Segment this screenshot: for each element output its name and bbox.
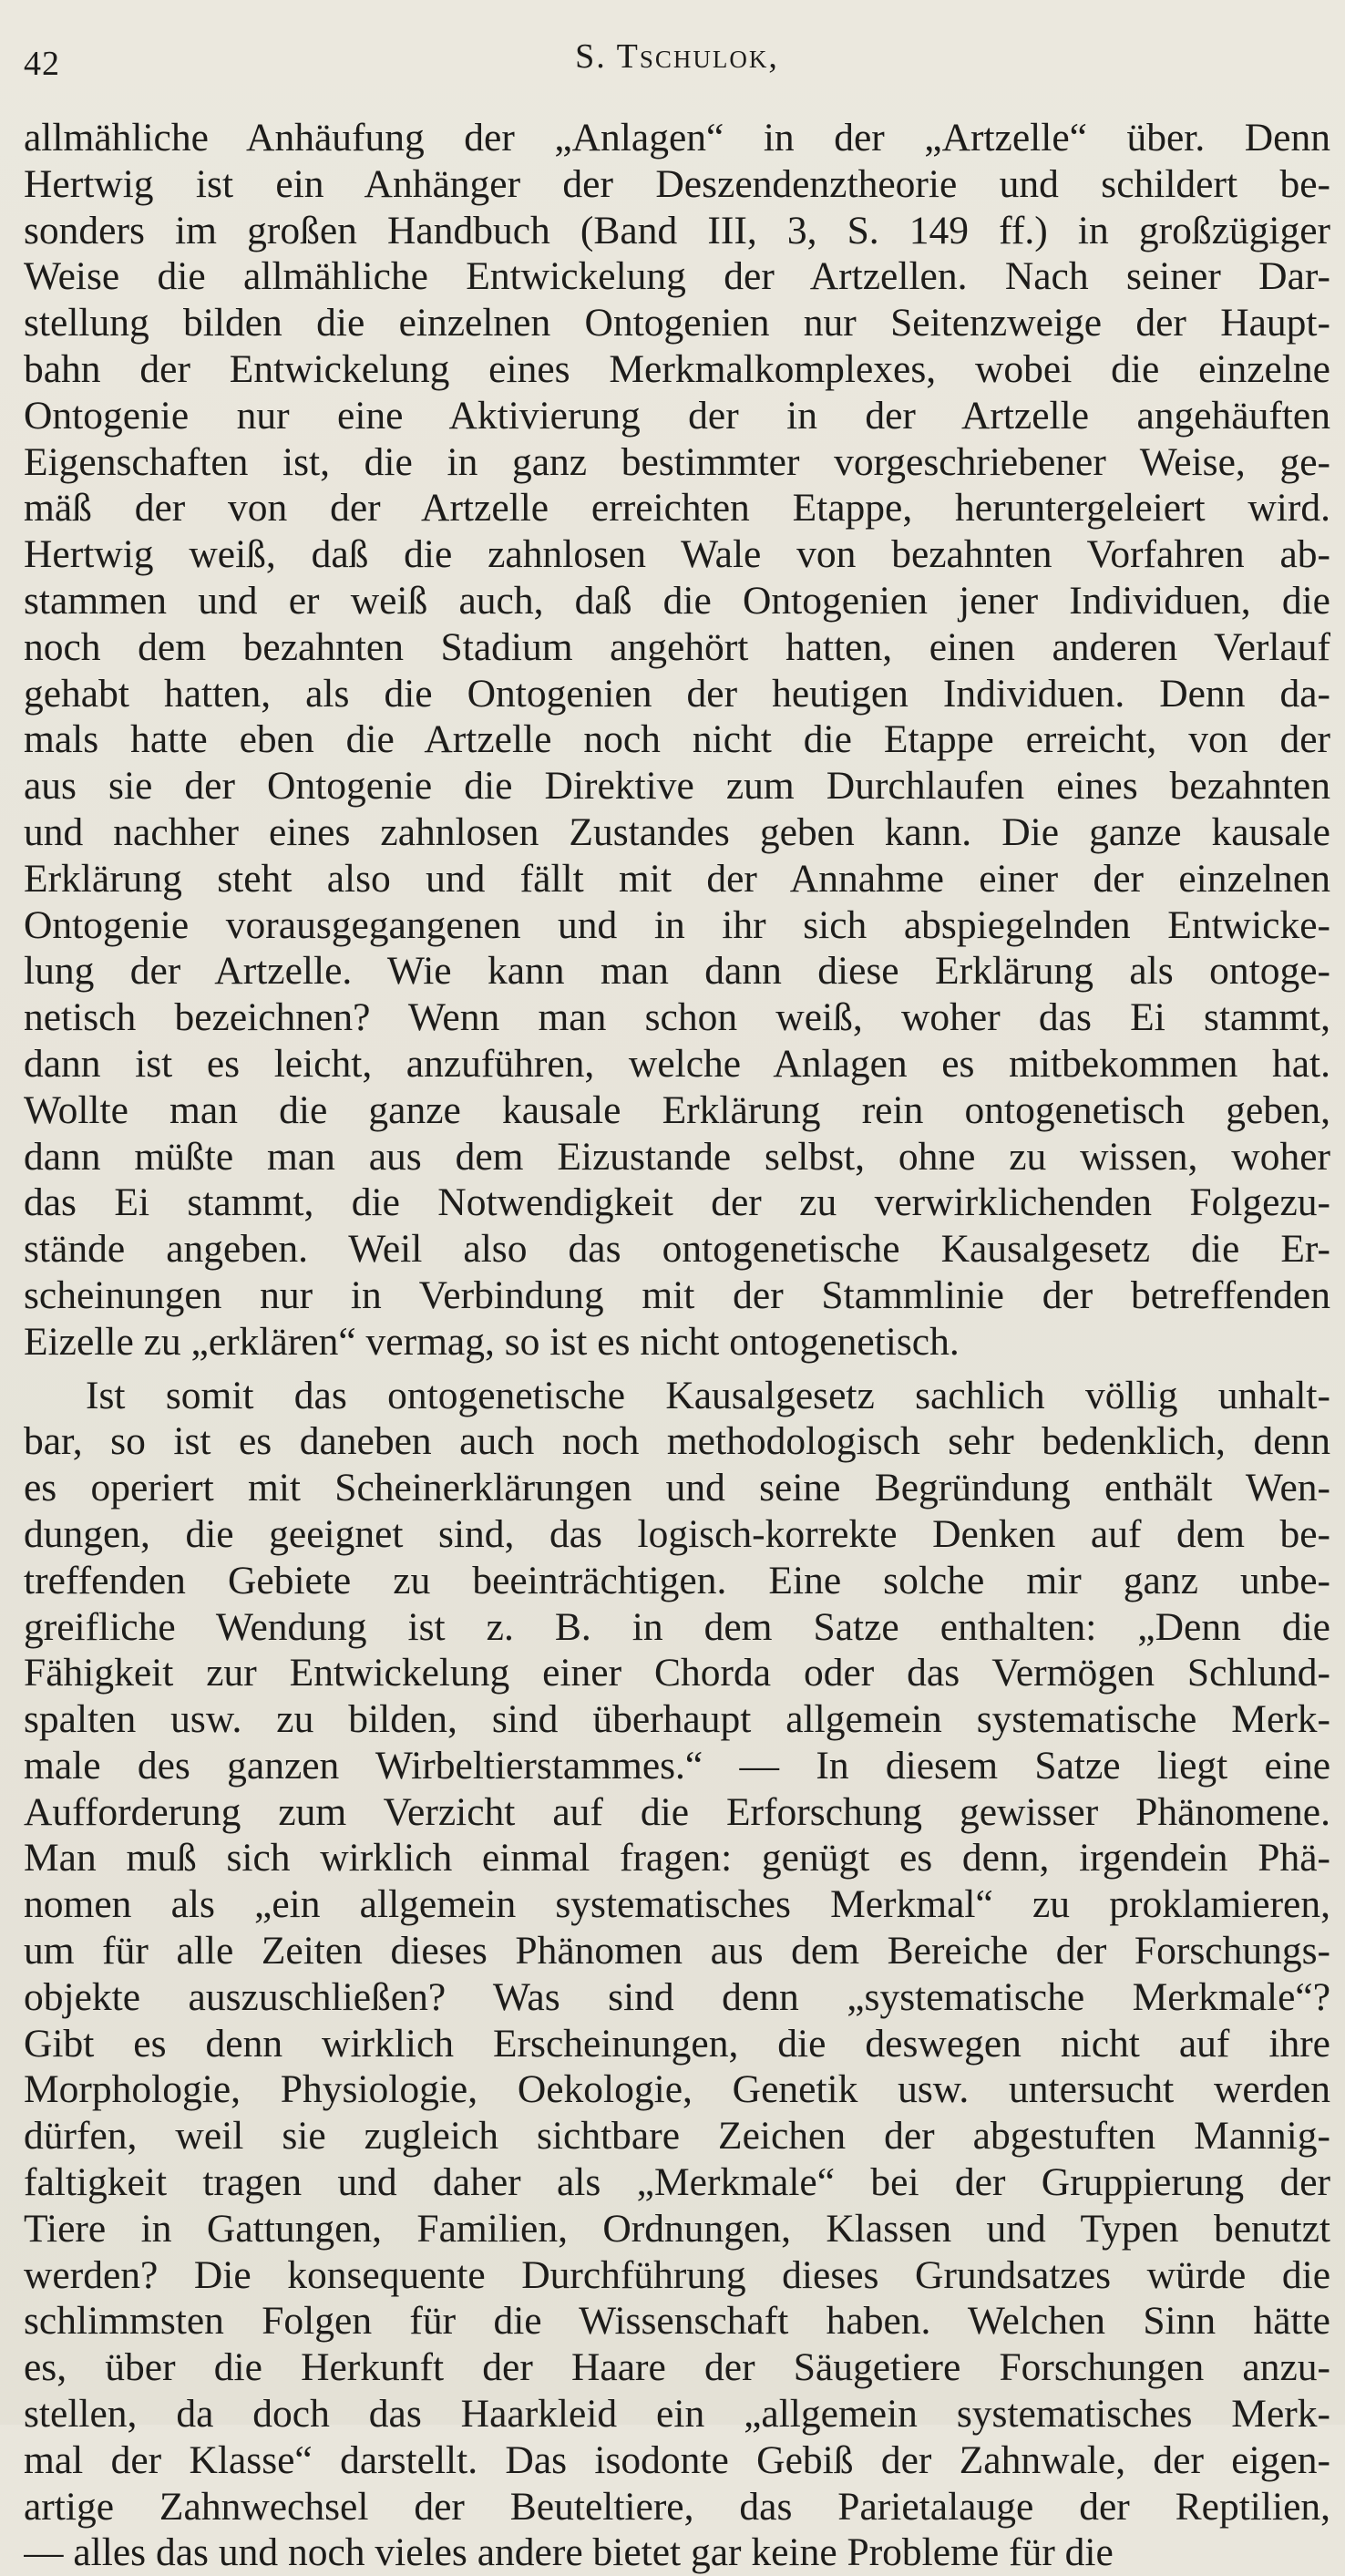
text-line: Hertwig ist ein Anhänger der Deszendenztheorie und schildert be- bbox=[24, 161, 1330, 206]
text-line: Weise die allmähliche Entwickelung der Artzellen. Nach seiner Dar- bbox=[24, 254, 1330, 299]
text-line: Gibt es denn wirklich Erscheinungen, die deswegen nicht auf ihre bbox=[24, 2021, 1330, 2066]
text-line: Aufforderung zum Verzicht auf die Erforschung gewisser Phänomene. bbox=[24, 1789, 1330, 1834]
text-line: schlimmsten Folgen für die Wissenschaft haben. Welchen Sinn hätte bbox=[24, 2299, 1330, 2344]
text-line: Fähigkeit zur Entwickelung einer Chorda oder das Vermögen Schlund- bbox=[24, 1651, 1330, 1695]
text-line: artige Zahnwechsel der Beuteltiere, das Parietalauge der Reptilien, bbox=[24, 2484, 1330, 2529]
text-line: Ist somit das ontogenetische Kausalgesetz sachlich völlig unhalt- bbox=[86, 1373, 1330, 1417]
text-line: sonders im großen Handbuch (Band III, 3, S. 149 ff.) in großzügiger bbox=[24, 208, 1330, 252]
text-line: mals hatte eben die Artzelle noch nicht die Etappe erreicht, von der bbox=[24, 717, 1330, 762]
text-line: lung der Artzelle. Wie kann man dann diese Erklärung als ontoge- bbox=[24, 949, 1330, 994]
text-line: stände angeben. Weil also das ontogenetische Kausalgesetz die Er- bbox=[24, 1227, 1330, 1272]
text-line: mal der Klasse“ darstellt. Das isodonte Gebiß der Zahnwale, der eigen- bbox=[24, 2437, 1330, 2482]
text-line: Eigenschaften ist, die in ganz bestimmter vorgeschriebener Weise, ge- bbox=[24, 439, 1330, 484]
text-line: Morphologie, Physiologie, Oekologie, Genetik usw. untersucht werden bbox=[24, 2067, 1330, 2112]
text-line: gehabt hatten, als die Ontogenien der heutigen Individuen. Denn da- bbox=[24, 671, 1330, 716]
text-line: nomen als „ein allgemein systematisches Merkmal“ zu proklamieren, bbox=[24, 1882, 1330, 1927]
text-line: aus sie der Ontogenie die Direktive zum Durchlaufen eines bezahnten bbox=[24, 764, 1330, 809]
text-line: spalten usw. zu bilden, sind überhaupt allgemein systematische Merk- bbox=[24, 1697, 1330, 1742]
text-line: Hertwig weiß, daß die zahnlosen Wale von bezahnten Vorfahren ab- bbox=[24, 532, 1330, 577]
text-line: es operiert mit Scheinerklärungen und seine Begründung enthält Wen- bbox=[24, 1466, 1330, 1510]
text-line: dürfen, weil sie zugleich sichtbare Zeichen der abgestuften Mannig- bbox=[24, 2114, 1330, 2159]
text-line: es, über die Herkunft der Haare der Säugetiere Forschungen anzu- bbox=[24, 2345, 1330, 2390]
text-line: um für alle Zeiten dieses Phänomen aus dem Bereiche der Forschungs- bbox=[24, 1929, 1330, 1973]
text-line: stellen, da doch das Haarkleid ein „allgemein systematisches Merk- bbox=[24, 2392, 1330, 2437]
text-line: allmähliche Anhäufung der „Anlagen“ in der „Artzelle“ über. Denn bbox=[24, 116, 1330, 160]
text-line: Man muß sich wirklich einmal fragen: genügt es denn, irgendein Phä- bbox=[24, 1836, 1330, 1880]
text-line: Erklärung steht also und fällt mit der Annahme einer der einzelnen bbox=[24, 856, 1330, 901]
text-line: Ontogenie vorausgegangenen und in ihr sich abspiegelnden Entwicke- bbox=[24, 902, 1330, 947]
text-line: dann ist es leicht, anzuführen, welche Anlagen es mitbekommen hat. bbox=[24, 1041, 1330, 1086]
text-line: greifliche Wendung ist z. B. in dem Satze enthalten: „Denn die bbox=[24, 1604, 1330, 1649]
paragraph bbox=[24, 1373, 1330, 2576]
text-line: — alles das und noch vieles andere bietet gar keine Probleme für die bbox=[24, 2530, 1114, 2575]
text-line: das Ei stammt, die Notwendigkeit der zu verwirklichenden Folgezu- bbox=[24, 1180, 1330, 1225]
text-line: noch dem bezahnten Stadium angehört hatten, einen anderen Verlauf bbox=[24, 624, 1330, 669]
text-line: Tiere in Gattungen, Familien, Ordnungen, Klassen und Typen benutzt bbox=[24, 2206, 1330, 2251]
text-line: male des ganzen Wirbeltierstammes.“ — In diesem Satze liegt eine bbox=[24, 1743, 1330, 1788]
text-line: Eizelle zu „erklären“ vermag, so ist es nicht ontogenetisch. bbox=[24, 1319, 960, 1364]
paragraph bbox=[24, 115, 1330, 1365]
text-line: bar, so ist es daneben auch noch methodologisch sehr bedenklich, denn bbox=[24, 1419, 1330, 1464]
running-head-text: S. Tschulok, bbox=[575, 37, 779, 76]
text-line: stammen und er weiß auch, daß die Ontogenien jener Individuen, die bbox=[24, 578, 1330, 623]
text-line: scheinungen nur in Verbindung mit der Stammlinie der betreffenden bbox=[24, 1273, 1330, 1317]
text-line: und nachher eines zahnlosen Zustandes geben kann. Die ganze kausale bbox=[24, 809, 1330, 854]
text-line: dungen, die geeignet sind, das logisch-korrekte Denken auf dem be- bbox=[24, 1511, 1330, 1556]
text-line: Ontogenie nur eine Aktivierung der in der Artzelle angehäuften bbox=[24, 393, 1330, 438]
text-line: stellung bilden die einzelnen Ontogenien nur Seitenzweige der Haupt- bbox=[24, 301, 1330, 345]
text-line: dann müßte man aus dem Eizustande selbst, ohne zu wissen, woher bbox=[24, 1134, 1330, 1179]
text-line: objekte auszuschließen? Was sind denn „systematische Merkmale“? bbox=[24, 1974, 1330, 2019]
paragraph-gap bbox=[24, 1365, 1330, 1373]
text-line: Wollte man die ganze kausale Erklärung rein ontogenetisch geben, bbox=[24, 1087, 1330, 1132]
page-number: 42 bbox=[24, 45, 60, 83]
text-line: treffenden Gebiete zu beeinträchtigen. Eine solche mir ganz unbe- bbox=[24, 1558, 1330, 1602]
text-line: bahn der Entwickelung eines Merkmalkomplexes, wobei die einzelne bbox=[24, 346, 1330, 391]
page-header bbox=[24, 31, 1330, 115]
body-text bbox=[24, 115, 1330, 2576]
text-line: faltigkeit tragen und daher als „Merkmale“ bei der Gruppierung der bbox=[24, 2160, 1330, 2205]
text-line: mäß der von der Artzelle erreichten Etappe, heruntergeleiert wird. bbox=[24, 486, 1330, 531]
running-head bbox=[24, 36, 1330, 77]
text-line: werden? Die konsequente Durchführung dieses Grundsatzes würde die bbox=[24, 2252, 1330, 2297]
text-line: netisch bezeichnen? Wenn man schon weiß, woher das Ei stammt, bbox=[24, 995, 1330, 1040]
